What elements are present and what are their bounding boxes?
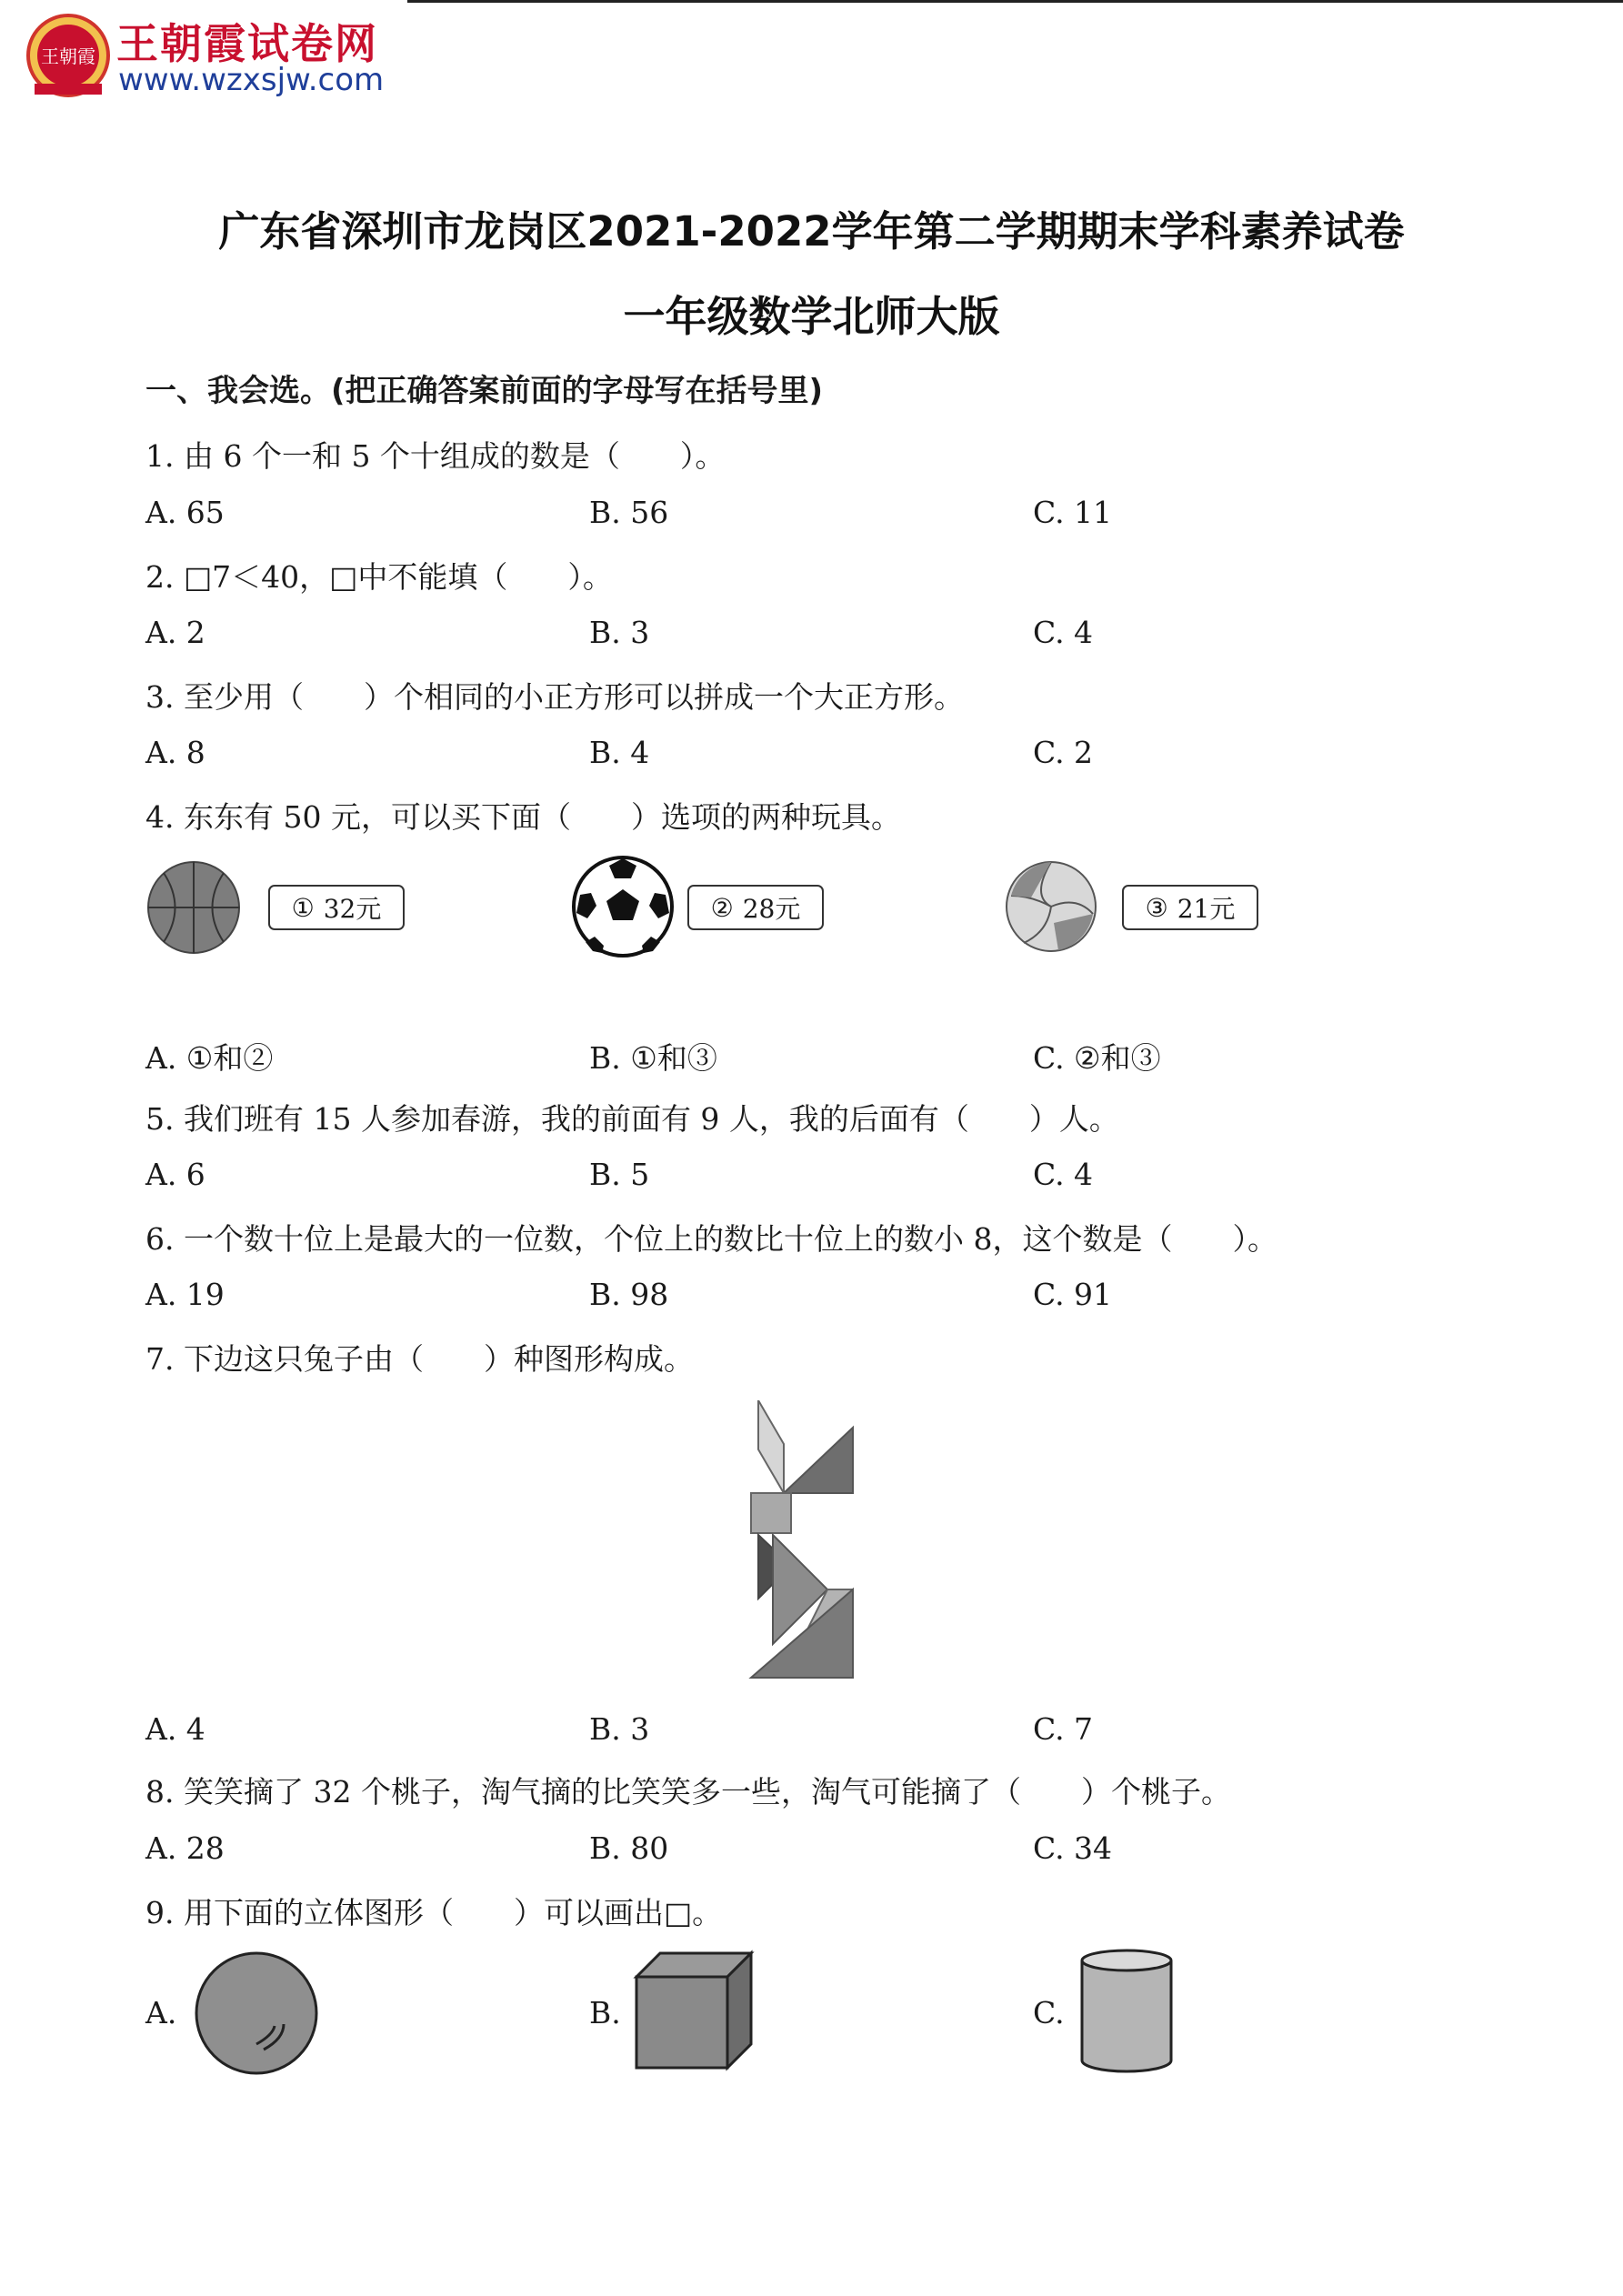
q7-option-a[interactable]: A. 4: [145, 1711, 205, 1747]
q3-option-b[interactable]: B. 4: [589, 735, 650, 770]
q6-option-a[interactable]: A. 19: [145, 1277, 225, 1312]
q2-option-c[interactable]: C. 4: [1033, 615, 1094, 650]
toy-3-number: ③: [1145, 892, 1168, 923]
brand-name: 王朝霞试卷网: [116, 19, 378, 68]
seal-text: 王朝霞: [41, 45, 95, 67]
tangram-rabbit-figure: [746, 1400, 864, 1682]
q4-option-b[interactable]: B. ①和③: [589, 1040, 717, 1076]
q6-option-c[interactable]: C. 91: [1033, 1277, 1113, 1312]
question-7: 7. 下边这只兔子由（ ）种图形构成。: [145, 1341, 694, 1377]
q5-option-b[interactable]: B. 5: [589, 1157, 650, 1192]
q9-option-a[interactable]: A.: [145, 1995, 177, 2030]
toy-1-number: ①: [291, 892, 315, 923]
cube-icon: [633, 1950, 755, 2071]
q8-option-a[interactable]: A. 28: [145, 1830, 225, 1866]
question-8: 8. 笑笑摘了 32 个桃子，淘气摘的比笑笑多一些，淘气可能摘了（ ）个桃子。: [145, 1774, 1231, 1810]
cylinder-icon: [1077, 1948, 1177, 2075]
toy-2-price-tag: [687, 885, 824, 930]
q9-option-c[interactable]: C.: [1033, 1995, 1065, 2030]
q2-option-b[interactable]: B. 3: [589, 615, 650, 650]
q7-option-c[interactable]: C. 7: [1033, 1711, 1094, 1747]
question-5: 5. 我们班有 15 人参加春游，我的前面有 9 人，我的后面有（ ）人。: [145, 1101, 1119, 1137]
site-logo[interactable]: [25, 11, 407, 102]
site-url[interactable]: www.wzxsjw.com: [118, 62, 385, 98]
q3-option-a[interactable]: A. 8: [145, 735, 205, 770]
q8-option-b[interactable]: B. 80: [589, 1830, 669, 1866]
toy-2-price: 28元: [742, 894, 801, 924]
volleyball-icon: [1004, 859, 1098, 954]
q1-option-b[interactable]: B. 56: [589, 495, 669, 530]
section-heading: 一、我会选。(把正确答案前面的字母写在括号里): [145, 373, 824, 409]
question-3: 3. 至少用（ ）个相同的小正方形可以拼成一个大正方形。: [145, 679, 964, 715]
toy-1-price-tag: [268, 885, 405, 930]
question-1: 1. 由 6 个一和 5 个十组成的数是（ ）。: [145, 438, 726, 474]
q9-option-b[interactable]: B.: [589, 1995, 621, 2030]
q1-option-c[interactable]: C. 11: [1033, 495, 1113, 530]
toy-3-price-tag: [1122, 885, 1258, 930]
question-4: 4. 东东有 50 元，可以买下面（ ）选项的两种玩具。: [145, 799, 901, 835]
q4-option-a[interactable]: A. ①和②: [145, 1040, 274, 1076]
q7-option-b[interactable]: B. 3: [589, 1711, 650, 1747]
toy-2-number: ②: [710, 892, 734, 923]
question-9: 9. 用下面的立体图形（ ）可以画出□。: [145, 1895, 723, 1930]
toy-1-price: 32元: [323, 894, 382, 924]
q5-option-a[interactable]: A. 6: [145, 1157, 205, 1192]
page-title: 广东省深圳市龙岗区2021-2022学年第二学期期末学科素养试卷: [218, 207, 1405, 256]
question-6: 6. 一个数十位上是最大的一位数，个位上的数比十位上的数小 8，这个数是（ ）。: [145, 1221, 1277, 1257]
q3-option-c[interactable]: C. 2: [1033, 735, 1094, 770]
question-2: 2. □7＜40，□中不能填（ ）。: [145, 559, 613, 595]
q8-option-c[interactable]: C. 34: [1033, 1830, 1113, 1866]
q6-option-b[interactable]: B. 98: [589, 1277, 669, 1312]
page-subtitle: 一年级数学北师大版: [623, 292, 1000, 341]
sphere-icon: [193, 1950, 320, 2077]
toy-3-price: 21元: [1177, 894, 1236, 924]
seal-icon: [25, 13, 111, 98]
q4-option-c[interactable]: C. ②和③: [1033, 1040, 1161, 1076]
basketball-icon: [145, 859, 242, 956]
soccer-ball-icon: [571, 855, 675, 958]
top-rule: [407, 0, 1623, 3]
q2-option-a[interactable]: A. 2: [145, 615, 205, 650]
q5-option-c[interactable]: C. 4: [1033, 1157, 1094, 1192]
q1-option-a[interactable]: A. 65: [145, 495, 225, 530]
